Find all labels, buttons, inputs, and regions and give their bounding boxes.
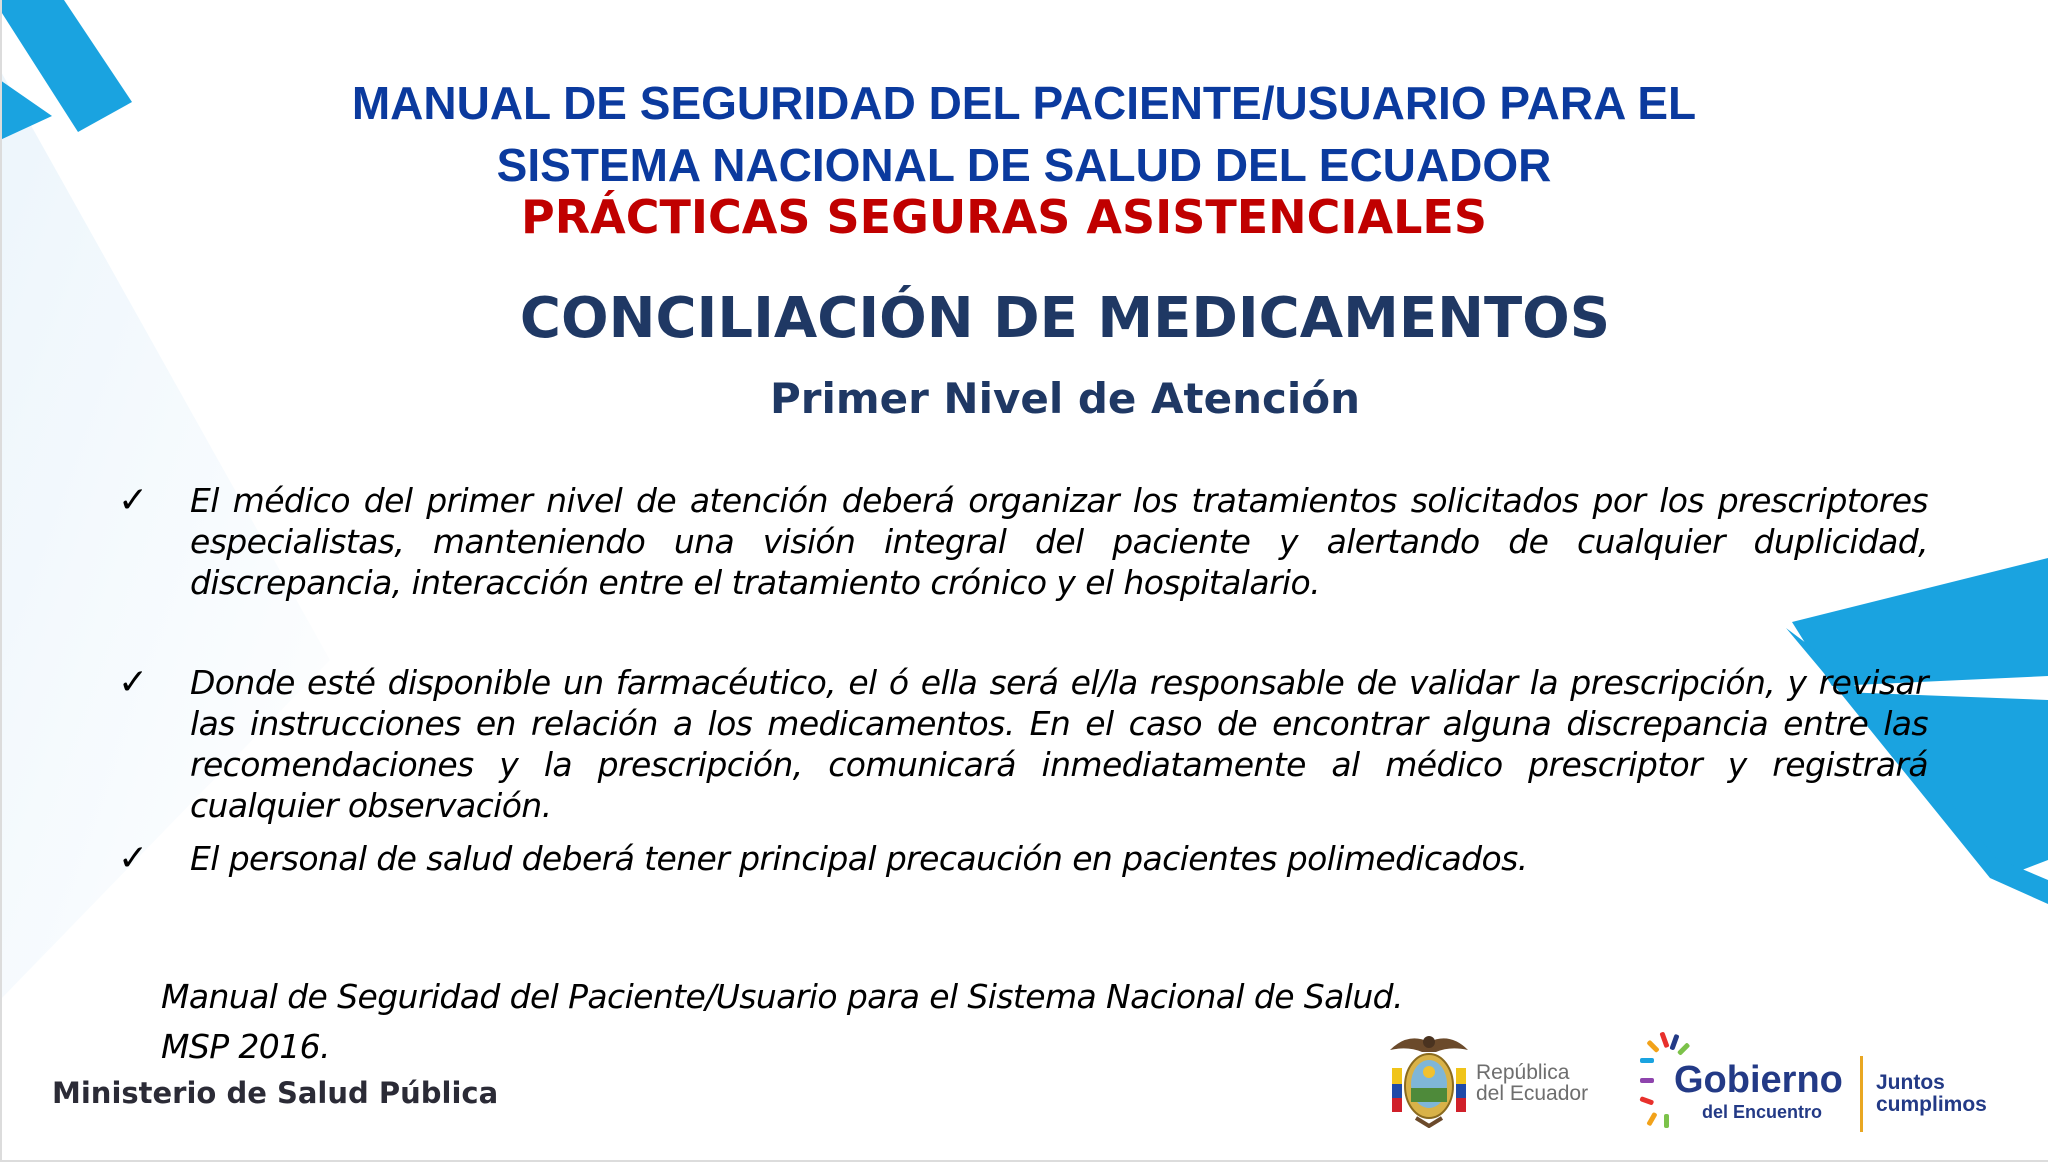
gobierno-text: Gobierno [1674, 1059, 1843, 1101]
citation-line2: MSP 2016. [161, 1027, 330, 1066]
gobierno-logo [1636, 1026, 2016, 1136]
topic-subheading: Primer Nivel de Atención [769, 374, 1361, 423]
check-mark-icon: ✓ [118, 662, 149, 703]
check-mark-icon: ✓ [118, 838, 149, 879]
cumplimos-line: cumplimos [1876, 1093, 1987, 1116]
topic-heading: CONCILIACIÓN DE MEDICAMENTOS [519, 286, 1611, 351]
ecuador-coat-of-arms-icon [1386, 1028, 1472, 1128]
logo-separator [1860, 1056, 1863, 1132]
citation-line1: Manual de Seguridad del Paciente/Usuario para el Sistema Nacional de Salud. [161, 977, 1403, 1016]
republica-line1: República [1476, 1061, 1570, 1084]
del-encuentro-text: del Encuentro [1702, 1102, 1823, 1122]
bullet-text: El médico del primer nivel de atención deberá organizar los tratamientos solicitados por los prescriptores especialistas, manteniendo una visión integral del paciente y alertando de cualquier duplicidad, discrepancia, interacción entre el tratamiento crónico y el hospitalario. [190, 481, 1928, 602]
section-category-title: PRÁCTICAS SEGURAS ASISTENCIALES [521, 190, 1487, 244]
citation [161, 972, 1403, 1072]
bullet-text: Donde esté disponible un farmacéutico, el ó ella será el/la responsable de validar la prescripción, y revisar las instrucciones en relación a los medicamentos. En el caso de encontrar alguna discrepancia entre las recomendaciones y la prescripción, comunicará inmediatamente al médico prescriptor y registrará cualquier observación. [190, 663, 1928, 825]
republica-logo [1386, 1028, 1606, 1128]
manual-title-line1: MANUAL DE SEGURIDAD DEL PACIENTE/USUARIO PARA EL [351, 77, 1697, 129]
ministry-label: Ministerio de Salud Pública [52, 1076, 499, 1110]
juntos-line: Juntos [1876, 1071, 1945, 1094]
juntos-cumplimos-text [1876, 1072, 1987, 1116]
manual-title-line2: SISTEMA NACIONAL DE SALUD DEL ECUADOR [496, 139, 1552, 191]
republica-text [1476, 1062, 1588, 1104]
republica-line2: del Ecuador [1476, 1082, 1589, 1105]
check-mark-icon: ✓ [118, 480, 149, 521]
bullet-text: El personal de salud deberá tener principal precaución en pacientes polimedicados. [190, 839, 1528, 878]
